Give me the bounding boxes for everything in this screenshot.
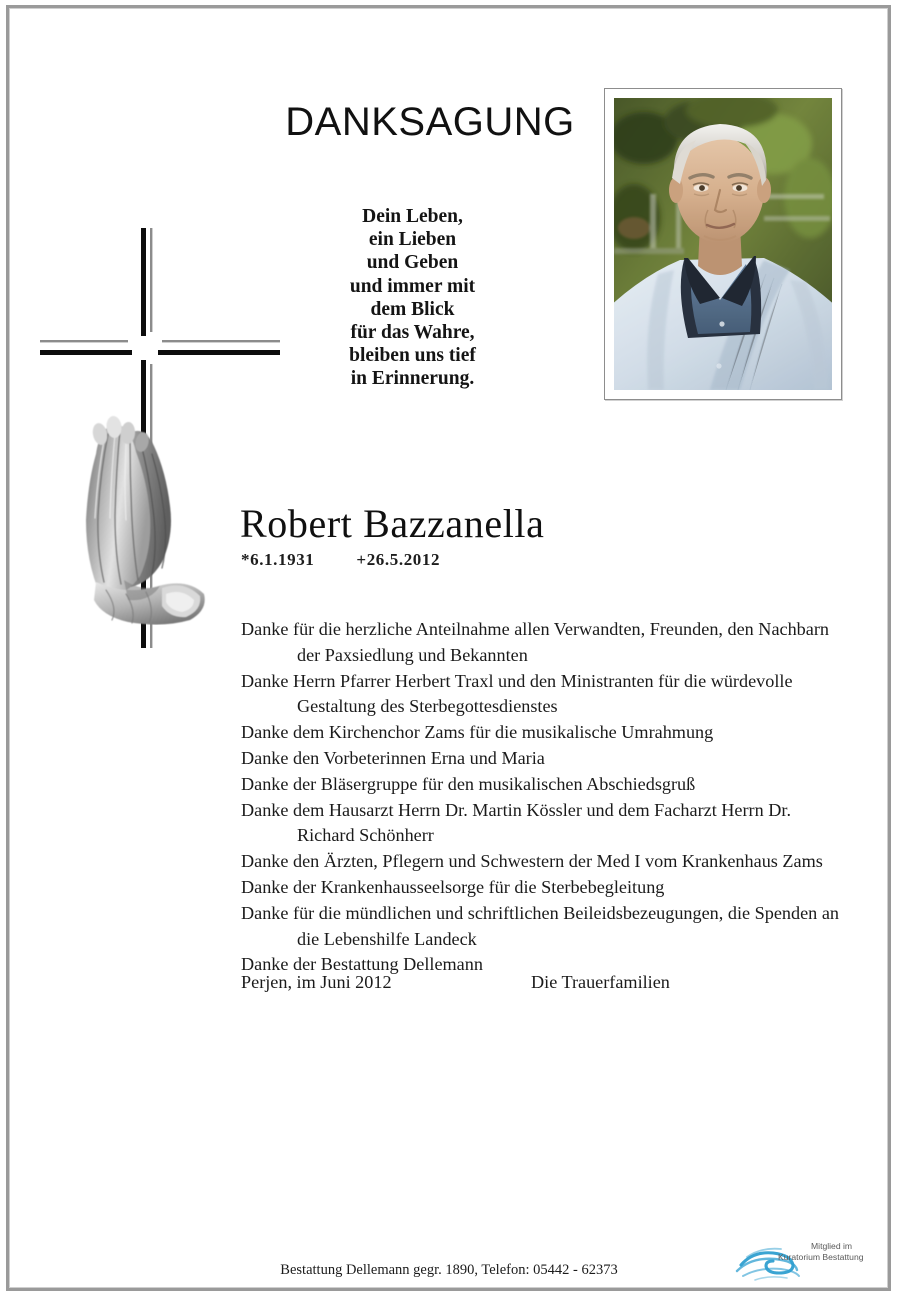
date-of-death: +26.5.2012 (356, 550, 441, 569)
thanks-line: Danke den Vorbeterinnen Erna und Maria (241, 747, 545, 768)
thanks-line: Danke der Krankenhausseelsorge für die Sterbebegleitung (241, 876, 665, 897)
portrait-photo-frame (604, 88, 842, 400)
logo-caption-line1: Mitglied im (811, 1241, 853, 1251)
praying-hands-icon (66, 410, 214, 625)
thanks-line: Danke Herrn Pfarrer Herbert Traxl und den Ministranten für die würdevolle Gestaltung des Sterbegottesdienstes (241, 670, 793, 717)
closing-line (241, 972, 761, 993)
page-title: DANKSAGUNG (285, 100, 575, 144)
poem-line: und Geben (366, 252, 459, 274)
closing-place-date: Perjen, im Juni 2012 (241, 972, 392, 992)
thanks-line: Danke der Bläsergruppe für den musikalischen Abschiedsgruß (241, 773, 696, 794)
life-dates (241, 550, 440, 570)
portrait-photo (614, 98, 832, 390)
memorial-poem (300, 205, 525, 391)
thanks-line: Danke dem Hausarzt Herrn Dr. Martin Kössler und dem Facharzt Herrn Dr. Richard Schönherr (241, 799, 791, 846)
thanks-line: Danke den Ärzten, Pflegern und Schwestern der Med I vom Krankenhaus Zams (241, 851, 823, 872)
thanks-line: Danke der Bestattung Dellemann (241, 954, 483, 975)
date-of-birth: *6.1.1931 (241, 550, 315, 569)
poem-line: und immer mit (349, 275, 476, 297)
footer-undertaker-info: Bestattung Dellemann gegr. 1890, Telefon: 05442 - 62373 (280, 1262, 618, 1278)
deceased-name: Robert Bazzanella (240, 501, 545, 546)
poem-line: dem Blick (370, 298, 455, 320)
thanks-line: Danke für die herzliche Anteilnahme allen Verwandten, Freunden, den Nachbarn der Paxsiedlung und Bekannten (241, 619, 830, 665)
poem-line: ein Lieben (368, 229, 457, 251)
logo-caption-line2: Kuratorium Bestattung (778, 1251, 864, 1262)
poem-line: in Erinnerung. (350, 368, 475, 390)
praying-hands-decoration (66, 410, 214, 625)
kuratorium-bestattung-logo (733, 1237, 878, 1283)
logo-caption (778, 1241, 897, 1262)
poem-line: für das Wahre, (350, 322, 475, 344)
poem-line: bleiben uns tief (349, 345, 476, 367)
thanks-list (241, 617, 853, 978)
portrait-photo-image (614, 98, 832, 390)
thanks-line: Danke für die mündlichen und schriftlichen Beileidsbezeugungen, die Spenden an die Lebenshilfe Landeck (241, 902, 839, 949)
thanks-line: Danke dem Kirchenchor Zams für die musikalische Umrahmung (241, 722, 714, 743)
poem-line: Dein Leben, (362, 206, 463, 227)
closing-family: Die Trauerfamilien (531, 972, 670, 992)
